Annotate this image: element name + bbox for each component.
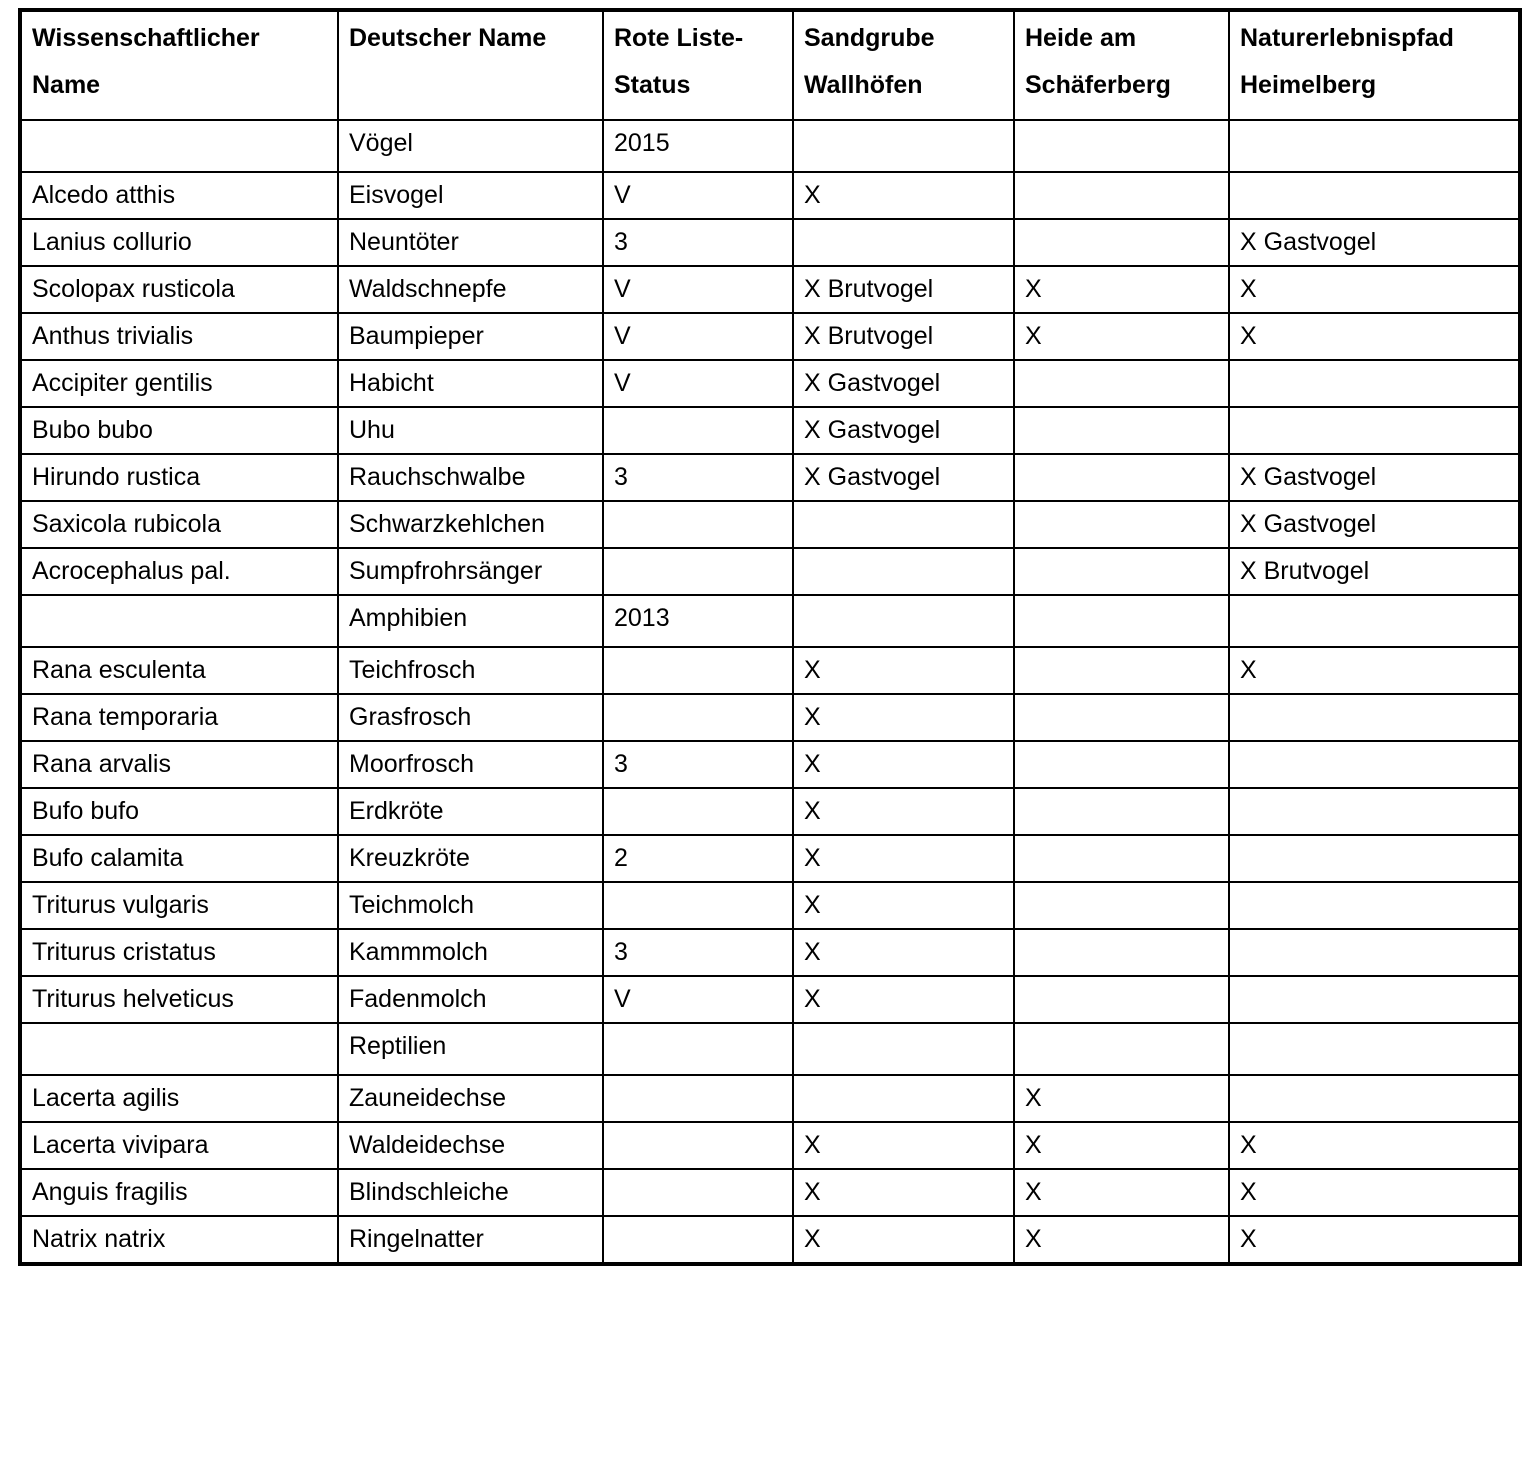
table-cell [603, 647, 793, 694]
table-row [20, 1122, 1520, 1169]
table-cell [1014, 1023, 1229, 1075]
table-cell: X [1229, 1169, 1520, 1216]
table-cell [1014, 835, 1229, 882]
table-cell [1014, 976, 1229, 1023]
table-cell: X [793, 694, 1014, 741]
group-row [20, 595, 1520, 647]
table-cell: Habicht [338, 360, 603, 407]
table-cell: Rana temporaria [20, 694, 338, 741]
table-cell: V [603, 266, 793, 313]
column-header-line: Heimelberg [1240, 71, 1377, 99]
table-cell [603, 1075, 793, 1122]
table-cell: Hirundo rustica [20, 454, 338, 501]
table-cell: Accipiter gentilis [20, 360, 338, 407]
table-cell [1229, 407, 1520, 454]
table-cell [1014, 882, 1229, 929]
table-cell: Rauchschwalbe [338, 454, 603, 501]
table-cell: V [603, 360, 793, 407]
table-row [20, 501, 1520, 548]
group-row [20, 1023, 1520, 1075]
table-cell: Zauneidechse [338, 1075, 603, 1122]
table-row [20, 1075, 1520, 1122]
table-cell [1014, 929, 1229, 976]
column-header-line: Rote Liste- [614, 24, 744, 52]
table-cell: X [1014, 266, 1229, 313]
table-cell: Scolopax rusticola [20, 266, 338, 313]
table-cell [1014, 647, 1229, 694]
table-cell: Lacerta vivipara [20, 1122, 338, 1169]
table-row [20, 266, 1520, 313]
table-cell: Blindschleiche [338, 1169, 603, 1216]
column-header-line: Schäferberg [1025, 71, 1171, 99]
column-header-line: Deutscher Name [349, 24, 547, 52]
table-cell: 3 [603, 929, 793, 976]
table-cell: 2 [603, 835, 793, 882]
table-cell: X [793, 882, 1014, 929]
table-cell: X [1229, 266, 1520, 313]
table-cell [793, 501, 1014, 548]
table-row [20, 882, 1520, 929]
table-cell [1014, 548, 1229, 595]
column-header-line: Status [614, 71, 691, 99]
table-row [20, 548, 1520, 595]
table-cell [1014, 741, 1229, 788]
table-cell: X Gastvogel [1229, 219, 1520, 266]
table-cell: X [793, 835, 1014, 882]
group-title-cell: Amphibien [338, 595, 603, 647]
table-cell: Rana esculenta [20, 647, 338, 694]
table-cell [1229, 929, 1520, 976]
group-title-cell: Vögel [338, 120, 603, 172]
table-cell: X [1014, 1169, 1229, 1216]
species-occurrence-table [18, 8, 1522, 1266]
table-cell: X Brutvogel [793, 266, 1014, 313]
table-row [20, 219, 1520, 266]
table-cell [1014, 595, 1229, 647]
table-cell: Moorfrosch [338, 741, 603, 788]
table-row [20, 454, 1520, 501]
table-cell: X [793, 929, 1014, 976]
table-cell: 3 [603, 454, 793, 501]
table-row [20, 929, 1520, 976]
table-cell: Bufo calamita [20, 835, 338, 882]
table-cell: 2013 [603, 595, 793, 647]
column-header-3 [793, 10, 1014, 120]
table-cell: Teichmolch [338, 882, 603, 929]
table-cell: Neuntöter [338, 219, 603, 266]
table-cell: Natrix natrix [20, 1216, 338, 1264]
table-cell [603, 1216, 793, 1264]
table-row [20, 788, 1520, 835]
table-cell [793, 1075, 1014, 1122]
column-header-line: Wissenschaftlicher [32, 24, 260, 52]
table-cell [1014, 219, 1229, 266]
table-row [20, 1216, 1520, 1264]
table-cell: Acrocephalus pal. [20, 548, 338, 595]
table-cell [793, 595, 1014, 647]
group-title-cell: Reptilien [338, 1023, 603, 1075]
table-cell: Triturus cristatus [20, 929, 338, 976]
table-cell: X [1014, 1122, 1229, 1169]
table-cell [793, 1023, 1014, 1075]
table-cell: X Gastvogel [793, 454, 1014, 501]
table-cell: X [793, 976, 1014, 1023]
table-cell: X Gastvogel [793, 407, 1014, 454]
table-cell: X [1229, 313, 1520, 360]
table-cell: Lanius collurio [20, 219, 338, 266]
table-cell [1229, 835, 1520, 882]
table-cell: X [1229, 647, 1520, 694]
table-cell: Baumpieper [338, 313, 603, 360]
table-cell [603, 1169, 793, 1216]
table-cell [20, 120, 338, 172]
table-cell: Fadenmolch [338, 976, 603, 1023]
table-cell [603, 694, 793, 741]
table-cell: Triturus vulgaris [20, 882, 338, 929]
group-row [20, 120, 1520, 172]
table-cell [1014, 501, 1229, 548]
table-cell [1014, 454, 1229, 501]
table-cell [1229, 595, 1520, 647]
table-cell: Anguis fragilis [20, 1169, 338, 1216]
table-row [20, 360, 1520, 407]
table-body [20, 120, 1520, 1264]
table-cell: Bubo bubo [20, 407, 338, 454]
table-cell: V [603, 313, 793, 360]
table-cell: Waldschnepfe [338, 266, 603, 313]
table-cell: X [1229, 1216, 1520, 1264]
column-header-line: Wallhöfen [804, 71, 923, 99]
table-cell: Kammmolch [338, 929, 603, 976]
table-cell: Sumpfrohrsänger [338, 548, 603, 595]
table-cell: X Brutvogel [1229, 548, 1520, 595]
table-header [20, 10, 1520, 120]
column-header-0 [20, 10, 338, 120]
table-cell [1014, 172, 1229, 219]
table-row [20, 835, 1520, 882]
table-cell: X [793, 647, 1014, 694]
table-cell: Teichfrosch [338, 647, 603, 694]
table-cell [1229, 976, 1520, 1023]
table-cell: Erdkröte [338, 788, 603, 835]
table-cell: Bufo bufo [20, 788, 338, 835]
column-header-line: Name [32, 71, 101, 99]
table-cell [793, 548, 1014, 595]
table-cell [603, 407, 793, 454]
table-cell [1014, 788, 1229, 835]
table-cell: Grasfrosch [338, 694, 603, 741]
table-cell [603, 1023, 793, 1075]
table-cell [1229, 360, 1520, 407]
table-cell [1014, 694, 1229, 741]
column-header-5 [1229, 10, 1520, 120]
table-cell [1229, 120, 1520, 172]
table-cell: Waldeidechse [338, 1122, 603, 1169]
table-cell: Rana arvalis [20, 741, 338, 788]
column-header-line: Heide am [1025, 24, 1137, 52]
table-cell [1229, 694, 1520, 741]
table-cell: X [1014, 1075, 1229, 1122]
table-cell [20, 595, 338, 647]
table-cell: 3 [603, 741, 793, 788]
table-row [20, 172, 1520, 219]
column-header-4 [1014, 10, 1229, 120]
table-row [20, 694, 1520, 741]
table-cell: Kreuzkröte [338, 835, 603, 882]
table-cell [1229, 172, 1520, 219]
table-cell [1014, 407, 1229, 454]
table-cell: X Gastvogel [793, 360, 1014, 407]
table-cell: X [1014, 313, 1229, 360]
table-cell: X [793, 1169, 1014, 1216]
table-cell [1229, 1075, 1520, 1122]
table-cell: X [793, 788, 1014, 835]
table-cell: Schwarzkehlchen [338, 501, 603, 548]
table-cell [1014, 360, 1229, 407]
table-cell [603, 788, 793, 835]
table-cell [1229, 1023, 1520, 1075]
table-header-row [20, 10, 1520, 120]
table-cell: Triturus helveticus [20, 976, 338, 1023]
table-cell [1014, 120, 1229, 172]
table-cell [603, 501, 793, 548]
table-cell [20, 1023, 338, 1075]
table-row [20, 976, 1520, 1023]
table-cell [603, 548, 793, 595]
table-row [20, 313, 1520, 360]
table-cell [1229, 741, 1520, 788]
table-cell: X Gastvogel [1229, 501, 1520, 548]
table-row [20, 647, 1520, 694]
table-row [20, 407, 1520, 454]
table-cell: Alcedo atthis [20, 172, 338, 219]
table-cell [793, 120, 1014, 172]
table-cell: X [793, 1216, 1014, 1264]
table-cell: Saxicola rubicola [20, 501, 338, 548]
table-cell: Anthus trivialis [20, 313, 338, 360]
table-cell [603, 882, 793, 929]
table-cell: Uhu [338, 407, 603, 454]
table-cell: X [793, 172, 1014, 219]
column-header-line: Sandgrube [804, 24, 935, 52]
table-cell [793, 219, 1014, 266]
table-cell: Ringelnatter [338, 1216, 603, 1264]
column-header-2 [603, 10, 793, 120]
table-cell: X [1014, 1216, 1229, 1264]
table-cell: Eisvogel [338, 172, 603, 219]
table-row [20, 741, 1520, 788]
table-cell [603, 1122, 793, 1169]
table-cell: V [603, 172, 793, 219]
table-cell [1229, 882, 1520, 929]
table-cell: Lacerta agilis [20, 1075, 338, 1122]
table-cell: X Brutvogel [793, 313, 1014, 360]
table-row [20, 1169, 1520, 1216]
table-cell: X [793, 1122, 1014, 1169]
table-cell: X Gastvogel [1229, 454, 1520, 501]
table-cell [1229, 788, 1520, 835]
column-header-line: Naturerlebnispfad [1240, 24, 1454, 52]
table-cell: 3 [603, 219, 793, 266]
table-cell: 2015 [603, 120, 793, 172]
table-cell: V [603, 976, 793, 1023]
table-cell: X [1229, 1122, 1520, 1169]
column-header-1 [338, 10, 603, 120]
table-cell: X [793, 741, 1014, 788]
